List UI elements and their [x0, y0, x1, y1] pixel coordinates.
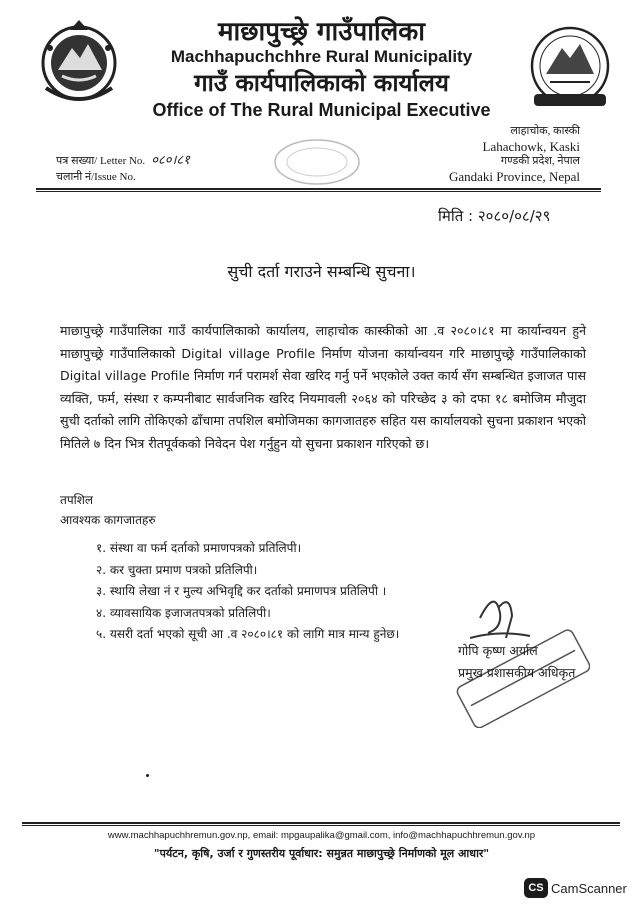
signatory-title: प्रमुख प्रशासकीय अधिकृत: [458, 665, 576, 680]
letter-no-row: [56, 152, 190, 169]
list-item: २. कर चुक्ता प्रमाण पत्रको प्रतिलिपी।: [96, 562, 258, 577]
office-name-en: Office of The Rural Municipal Executive: [152, 100, 491, 120]
footer-contact: www.machhapuchhremun.gov.np, email: mpgaupalika@gmail.com, info@machhapuchhremun.gov.np: [107, 830, 536, 841]
details-heading-block: [60, 490, 156, 530]
list-item: ३. स्थायि लेखा नं र मुल्य अभिवृद्दि कर दर्ताको प्रमाणपत्र प्रतिलिपी ।: [96, 584, 387, 598]
address-line1-en: Lahachowk, Kaski: [482, 139, 580, 154]
letter-no-label: पत्र सख्या/ Letter No.: [56, 155, 146, 167]
camscanner-label: CamScanner: [551, 881, 627, 896]
stamp-watermark-icon: [272, 136, 362, 188]
footer-divider-thin: [22, 825, 620, 826]
municipality-name-np: माछापुच्छ्रे गाउँपालिका: [217, 17, 426, 47]
signatory-name: गोपि कृष्ण अर्याल: [458, 643, 538, 658]
footer-divider: [22, 822, 620, 824]
details-heading: तपशिल: [60, 493, 94, 507]
footer-motto: "पर्यटन, कृषि, उर्जा र गुणस्तरीय पूर्वाधार: समुन्नत माछापुच्छ्रे निर्माणको मूल आधार": [153, 847, 490, 860]
address-line2-np: गण्डकी प्रदेश, नेपाल: [500, 155, 580, 167]
list-item: ५. यसरी दर्ता भएको सूची आ .व २०८०।८१ को लागि मात्र मान्य हुनेछ।: [96, 627, 400, 641]
address-line1-np: लाहाचोक, कास्की: [510, 125, 580, 137]
stray-mark: [146, 774, 149, 777]
issue-no-label: चलानी नं/Issue No.: [56, 171, 136, 183]
address-line2-en: Gandaki Province, Nepal: [448, 169, 580, 184]
details-subheading: आवश्यक कागजातहरु: [60, 513, 156, 527]
reference-block: [56, 152, 190, 185]
municipality-name-en: Machhapuchchhre Rural Municipality: [170, 47, 473, 66]
signatory-block: [458, 640, 575, 684]
required-documents-list: [96, 538, 399, 646]
header-divider-thin: [36, 191, 601, 192]
notice-subject: सुची दर्ता गराउने सम्बन्धि सुचना।: [227, 262, 416, 281]
address-block: [440, 124, 580, 184]
list-item: ४. व्यावसायिक इजाजतपत्रको प्रतिलिपी।: [96, 605, 271, 620]
header-divider: [36, 188, 601, 190]
letter-date: मिति : २०८०/०८/२९: [438, 207, 551, 225]
office-name-np: गाउँ कार्यपालिकाको कार्यालय: [194, 69, 449, 97]
camscanner-badge: CS: [524, 878, 548, 898]
list-item: १. संस्था वा फर्म दर्ताको प्रमाणपत्रको प्रतिलिपी।: [96, 541, 302, 555]
notice-body: माछापुच्छ्रे गाउँपालिका गाउँ कार्यपालिकाको कार्यालय, लाहाचोक कास्कीको आ .व २०८०।८१ मा कार्यान्वयन हुने माछापुच्छ्रे गाउँपालिकाको Digital village Profile निर्माण योजना कार्यान्वयन गरि माछापुच्छ्रे गाउँपालिकाको Digital village Profile निर्माण गर्न परामर्श सेवा खरिद गर्नु पर्ने भएकोले उक्त कार्य सँग सम्बन्धित इजाजत पास व्यक्ति, फर्म, संस्था र कम्पनीबाट सार्वजनिक खरिद नियमावली २०६४ को परिच्छेद ३ को दफा १८ बमोजिम मौजुदा सुची दर्ताको लागि तोकिएको ढाँचामा तपशिल बमोजिमका कागजातहरु सहित यस कार्यालयको सुचना प्रकाशन भएको मितिले ७ दिन भित्र रीतपूर्वकको निवेदन पेश गर्नुहुन यो सुचना प्रकाशन गरिएको छ।: [60, 323, 586, 451]
letter-no-value: ०८०।८१: [151, 152, 190, 167]
